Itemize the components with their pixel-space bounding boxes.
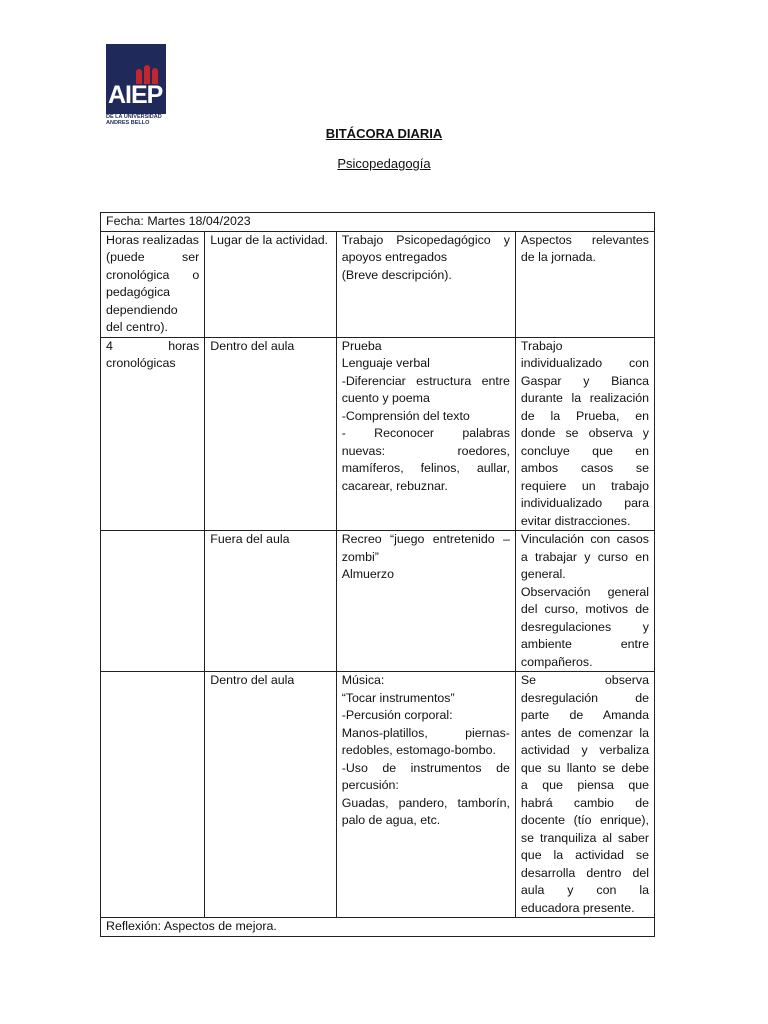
cell-line: que su llanto se debe [520, 760, 649, 775]
daily-log-table [100, 212, 655, 937]
cell-line: a que piensa que [520, 778, 649, 792]
cell-line: antes de comenzar la [520, 725, 649, 740]
cell-line: -Diferenciar estructura entre [341, 373, 510, 388]
reflection-row [101, 918, 655, 937]
date-cell: Fecha: Martes 18/04/2023 [101, 213, 655, 232]
row3-place: Dentro del aula [205, 672, 336, 918]
cell-line: desarrolla dentro del [520, 865, 649, 880]
cell-line: durante la realización [520, 391, 649, 405]
cell-line: del curso, motivos de [520, 602, 649, 616]
cell-line: evitar distracciones. [520, 513, 631, 528]
cell-line: aula y con la [520, 883, 649, 897]
cell-line: habrá cambio de [520, 795, 649, 810]
cell-line: dependiendo [106, 302, 178, 317]
cell-line: redobles, estomago-bombo. [341, 743, 496, 757]
table-row [101, 672, 655, 918]
header-place: Lugar de la actividad. [205, 231, 336, 337]
logo-building-icon [106, 44, 166, 84]
cell-line: compañeros. [520, 654, 593, 669]
logo-sub-line2: ANDRES BELLO [106, 120, 150, 126]
row3-work [336, 672, 515, 918]
logo-subtitle [106, 114, 168, 126]
logo-sub-line1: DE LA UNIVERSIDAD [106, 114, 162, 120]
logo-brand: AIEP [108, 81, 163, 109]
cell-line: parte de Amanda [520, 708, 649, 722]
cell-line: Prueba [341, 338, 382, 353]
row2-place: Fuera del aula [205, 531, 336, 672]
cell-line: Aspectos relevantes [520, 232, 649, 247]
cell-line: general. [520, 567, 566, 581]
header-row [101, 231, 655, 337]
cell-line: (puede ser [106, 250, 200, 264]
row1-work [336, 337, 515, 531]
cell-line: zombi” [341, 549, 379, 564]
document-title: BITÁCORA DIARIA [325, 126, 443, 141]
table-row [101, 337, 655, 531]
cell-line: cacarear, rebuznar. [341, 478, 448, 493]
cell-line: cuento y poema [341, 391, 430, 405]
cell-line: Observación general [520, 584, 649, 599]
reflection-cell: Reflexión: Aspectos de mejora. [101, 918, 655, 937]
cell-line: individualizado con [520, 356, 649, 370]
cell-line: actividad y verbaliza [520, 743, 649, 757]
cell-line: cronológica o [106, 267, 200, 282]
cell-line: Recreo “juego entretenido – [341, 532, 510, 546]
logo-block [106, 44, 166, 114]
cell-line: cronológicas [106, 356, 176, 370]
row1-hours [101, 337, 205, 531]
row2-work [336, 531, 515, 672]
aiep-logo [106, 44, 166, 126]
cell-line: Lenguaje verbal [341, 356, 430, 370]
cell-line: Música: [341, 673, 385, 687]
row2-hours [101, 531, 205, 672]
cell-line: Se observa [520, 673, 649, 687]
cell-line: “Tocar instrumentos” [341, 690, 455, 705]
cell-line: donde se observa y [520, 426, 649, 440]
cell-line: Trabajo [520, 338, 563, 353]
cell-line: ambiente entre [520, 637, 649, 651]
cell-line: percusión: [341, 778, 399, 792]
cell-line: del centro). [106, 320, 168, 334]
document-subtitle: Psicopedagogía [337, 156, 431, 171]
cell-line: desregulación de [520, 690, 649, 705]
cell-line: pedagógica [106, 285, 171, 299]
cell-line: de la jornada. [520, 250, 596, 264]
cell-line: desregulaciones y [520, 619, 649, 634]
cell-line: apoyos entregados [341, 250, 448, 264]
cell-line: se tranquiliza al saber [520, 830, 649, 845]
cell-line: Almuerzo [341, 567, 395, 581]
cell-line: -Uso de instrumentos de [341, 760, 510, 775]
cell-line: palo de agua, etc. [341, 813, 441, 827]
row1-place: Dentro del aula [205, 337, 336, 531]
cell-line: nuevas: roedores, [341, 443, 510, 458]
cell-line: mamíferos, felinos, aullar, [341, 461, 510, 475]
cell-line: individualizado para [520, 496, 649, 510]
header-aspects [515, 231, 654, 337]
cell-line: educadora presente. [520, 900, 635, 915]
cell-line: Manos-platillos, piernas- [341, 725, 510, 740]
cell-line: ambos casos se [520, 461, 649, 475]
cell-line: Trabajo Psicopedagógico y [341, 232, 510, 247]
cell-line: 4 horas [106, 338, 200, 353]
cell-line: -Percusión corporal: [341, 708, 453, 722]
row1-aspects [515, 337, 654, 531]
cell-line: - Reconocer palabras [341, 426, 510, 440]
row3-aspects [515, 672, 654, 918]
row3-hours [101, 672, 205, 918]
header-hours [101, 231, 205, 337]
cell-line: Horas realizadas [106, 232, 199, 247]
row2-aspects [515, 531, 654, 672]
cell-line: Guadas, pandero, tamborín, [341, 795, 510, 810]
cell-line: Vinculación con casos [520, 532, 649, 546]
cell-line: concluye que en [520, 443, 649, 458]
cell-line: que la actividad se [520, 848, 649, 862]
table-row [101, 531, 655, 672]
cell-line: docente (tío enrique), [520, 813, 649, 827]
cell-line: -Comprensión del texto [341, 408, 470, 423]
cell-line: (Breve descripción). [341, 267, 452, 282]
cell-line: Gaspar y Bianca [520, 373, 649, 388]
cell-line: a trabajar y curso en [520, 549, 649, 564]
date-row [101, 213, 655, 232]
cell-line: requiere un trabajo [520, 478, 649, 493]
header-work [336, 231, 515, 337]
cell-line: de la Prueba, en [520, 408, 649, 423]
